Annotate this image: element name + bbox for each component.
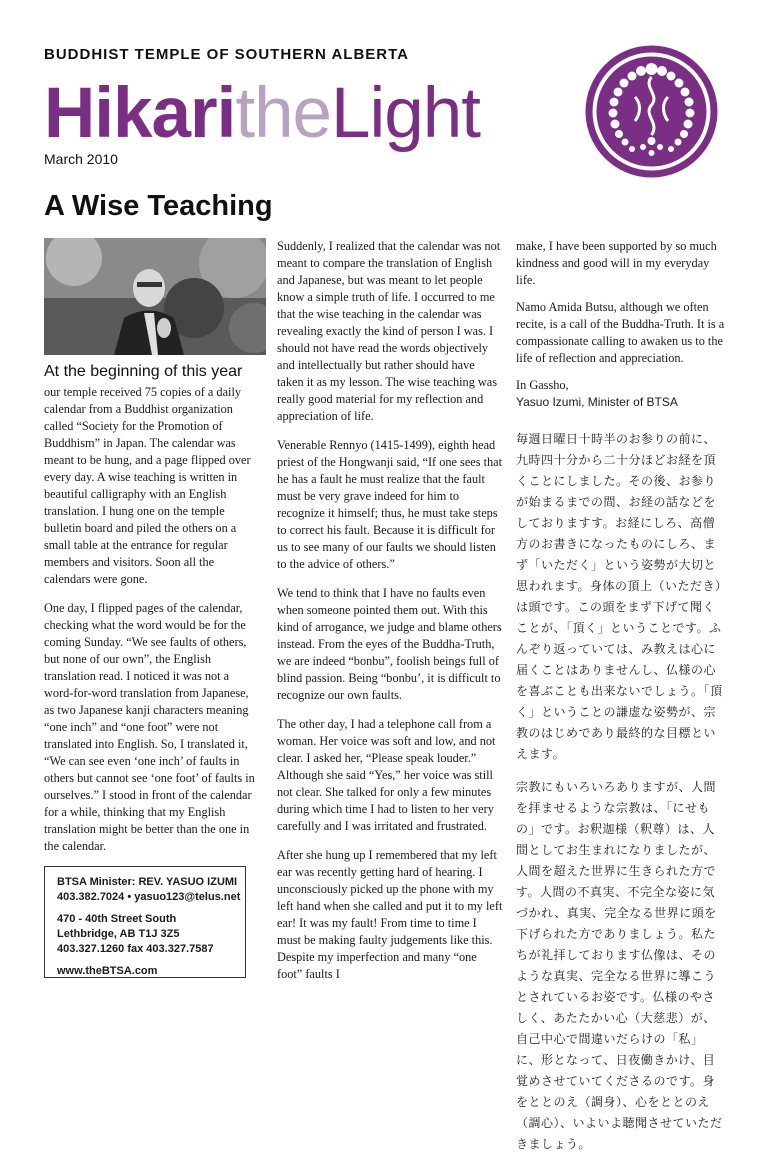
left-paragraph: One day, I flipped pages of the calendar, checking what the word would be for the coming Sunday. “We see faults of others, but none of our own”, the English translation read. I noticed it was not a word-for-word translation from Japanese, as two Japanese kanji characters meaning “one inch” and “one foot” were not translated into English. So, I translated it, “We can see even ‘one inch’ of faults in others but cannot see ‘one foot’ of faults in ourselves.” I stood in front of the calendar for a while, thinking that my English translation might be better than the one in the calendar.: [44, 601, 255, 853]
article-headline: A Wise Teaching: [44, 190, 273, 222]
issue-date: March 2010: [44, 151, 118, 167]
middle-paragraph: Venerable Rennyo (1415-1499), eighth head priest of the Hongwanji said, “If one sees that he has a fault he must realize that the fault must be very grave indeed for him to recognize it himself; thus, he must take steps to correct his fault. Because it is difficult for us to see many of our faults we should listen to the advice of others.”: [277, 438, 503, 571]
middle-column: [277, 238, 503, 995]
contact-website[interactable]: www.theBTSA.com: [57, 965, 158, 977]
japanese-paragraph: 毎週日曜日十時半のお参りの前に、九時四十分から二十分ほどお経を頂くことにしました。その後、お参りが始まるまでの間、お経の話などをしておりますす。お経にしろ、高僧方のお書きになったものにしろ、まず「いただく」という姿勢が大切と思われます。身体の頂上（いただき）は頭です。この頭をまず下げて聞くことが、「頂く」ということです。ふんぞり返っていては、み教えは心に届くことはありませんし、仏様の心を喜ぶことも出来ないでしょう。「頂く」ということの謙虚な姿勢が、宗教のはじめであり最終的な目標といえます。: [516, 432, 723, 761]
contact-minister: BTSA Minister: REV. YASUO IZUMI: [57, 876, 238, 888]
contact-phone-fax: 403.327.1260 fax 403.327.7587: [57, 943, 214, 955]
minister-photo: [44, 238, 266, 355]
japanese-paragraph: 宗教にもいろいろありますが、人間を拝ませるような宗教は、「にせもの」です。お釈迦様（釈尊）は、人間としてお生まれになりましたが、人間を超えた世界に生きられた方です。人間の不真実、不完全な姿に気づかれ、真実、完全なる世界に頭を下げられた方でありましょう。私たちが礼拝しております仏像は、そのような真実、完全なる世界に導こうとされているお姿です。仏様のやさしく、あたたかい心（大慈悲）が、自己中心で間違いだらけの「私」に、形となって、日夜働きかけ、目覚めさせていてくださるのです。身をととのえ（調身）、心をととのえ（調心）、いよいよ聴聞させていただきましょう。: [516, 780, 723, 1151]
right-paragraph: Namo Amida Butsu, although we often recite, is a call of the Buddha-Truth. It is a compassionate calling to awaken us to the life of reflection and appreciation.: [516, 300, 725, 365]
article-subhead: At the beginning of this year: [44, 363, 243, 380]
contact-box: [44, 866, 246, 978]
middle-paragraph: Suddenly, I realized that the calendar was not meant to compare the translation of English and Japanese, but was meant to let people know a simple truth of life. I occurred to me that the wise teaching in the calendar was revealing exactly the kind of person I was. I should not have read the words objectively and intellectually but rather should have taken it as my lesson. The wise teaching was really good material for my reflection and appreciation of life.: [277, 239, 501, 423]
signature: Yasuo Izumi, Minister of BTSA: [516, 395, 678, 409]
contact-street: 470 - 40th Street South: [57, 913, 177, 925]
masthead-light: Light: [331, 74, 481, 153]
organization-title: BUDDHIST TEMPLE OF SOUTHERN ALBERTA: [44, 46, 409, 63]
middle-paragraph: We tend to think that I have no faults even when someone pointed them out. With this kind of arrogance, we judge and blame others instead. From the eyes of the Buddha-Truth, we are indeed “bonbu”, foolish beings full of blind passion. Being “bonbu’, it is difficult to recognize our own faults.: [277, 586, 502, 702]
left-column: [44, 384, 258, 867]
contact-city: Lethbridge, AB T1J 3Z5: [57, 928, 180, 940]
right-paragraph: make, I have been supported by so much kindness and good will in my everyday life.: [516, 239, 717, 287]
closing-line: In Gassho,: [516, 378, 569, 392]
masthead-the: the: [235, 74, 332, 153]
newsletter-masthead: [44, 70, 480, 158]
middle-paragraph: The other day, I had a telephone call from a woman. Her voice was soft and low, and not clear. I asked her, “Please speak louder.” Although she said “Yes,” her voice was still not clear. She talked for only a few minutes during which time I had to listen to her very carefully and I was irritated and frustrated.: [277, 717, 496, 833]
wisteria-crest-icon: [583, 43, 720, 180]
contact-phone-email: 403.382.7024 • yasuo123@telus.net: [57, 891, 241, 903]
left-paragraph: our temple received 75 copies of a daily calendar from a Buddhist organization called “Society for the Promotion of Buddhism” in Japan. The calendar was meant to be hung, and a page flipped over every day. A wise teaching is written in beautiful calligraphy with an English translation. I hung one on the temple bulletin board and piled the others on a small table at the entrance for regular members and visitors. Soon all the calendars were gone.: [44, 385, 251, 586]
masthead-hikari: Hikari: [44, 74, 236, 153]
middle-paragraph: After she hung up I remembered that my left ear was recently getting hard of hearing. I unconsciously picked up the phone with my left hand when she called and put it to my left ear! It was my fault! From time to time I must be making faulty judgements like this. Despite my imperfection and many “one foot” faults I: [277, 848, 503, 981]
right-column: [516, 238, 726, 1167]
